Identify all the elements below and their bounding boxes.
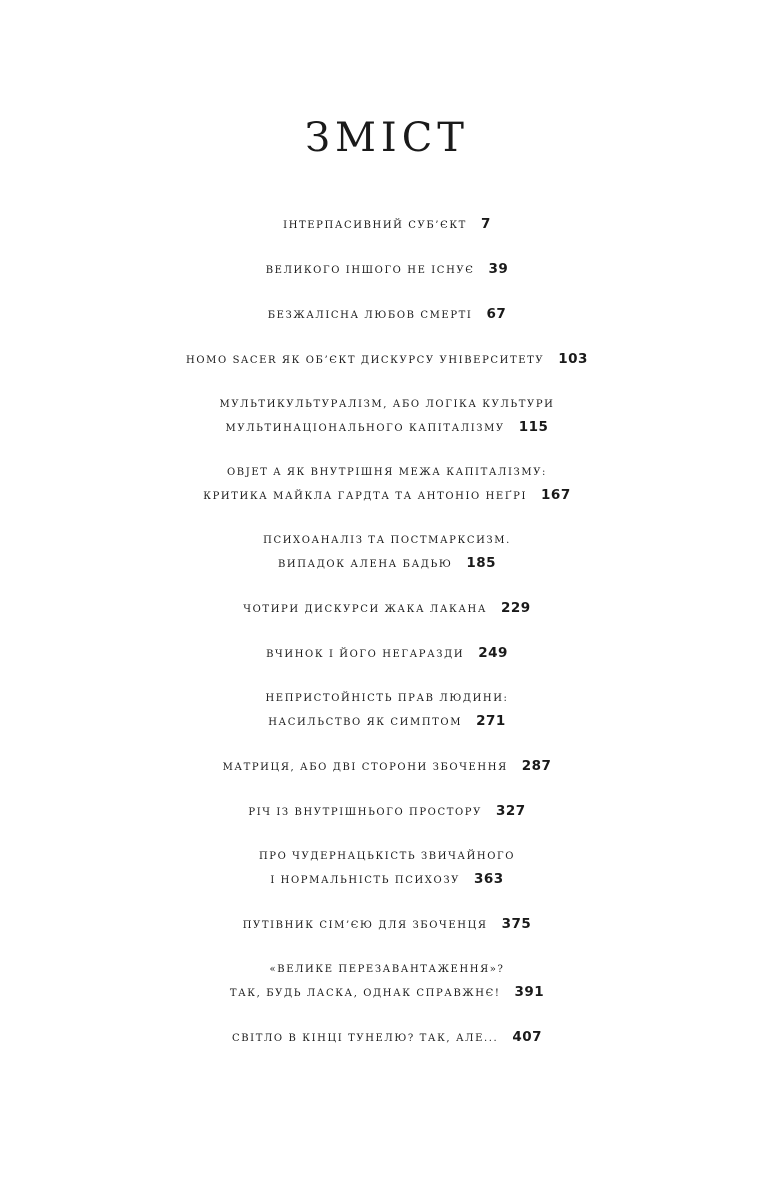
toc-entry [0, 755, 774, 779]
toc-entry-title-text: ВИПАДОК АЛЕНА БАДЬЮ [277, 559, 453, 570]
toc-entry-title-text: КРИТИКА МАЙКЛА ГАРДТА ТА АНТОНІО НЕҐРІ [203, 491, 528, 502]
toc-entry-title-line [0, 552, 774, 576]
toc-entry-title-line [0, 642, 774, 666]
toc-entry-title-line [0, 710, 774, 734]
toc-entry-title-line [0, 868, 774, 892]
toc-entry-title-text: МАТРИЦЯ, АБО ДВІ СТОРОНИ ЗБОЧЕННЯ [222, 762, 508, 773]
toc-page-number: 271 [476, 713, 506, 729]
toc-entry-title-text: НЕПРИСТОЙНІСТЬ ПРАВ ЛЮДИНИ: [265, 693, 509, 704]
toc-page-number: 407 [512, 1029, 543, 1045]
toc-entry-title-text: НАСИЛЬСТВО ЯК СИМПТОМ [268, 717, 463, 728]
toc-page-number: 67 [486, 306, 507, 322]
toc-entry-title-line [0, 800, 774, 824]
toc-entry [0, 213, 774, 237]
toc-page-number: 167 [541, 487, 571, 503]
toc-entry-title-text: «ВЕЛИКЕ ПЕРЕЗАВАНТАЖЕННЯ»? [269, 964, 505, 975]
page-title: ЗМІСТ [305, 115, 469, 161]
toc-entry-title-line [0, 213, 774, 237]
toc-page-number: 39 [488, 261, 509, 277]
toc-entry [0, 461, 774, 508]
toc-entry [0, 642, 774, 666]
toc-page-number: 7 [480, 216, 491, 232]
toc-entry-title-text: OBJET A ЯК ВНУТРІШНЯ МЕЖА КАПІТАЛІЗМУ: [226, 467, 548, 478]
toc-entry-title-text: ІНТЕРПАСИВНИЙ СУБ’ЄКТ [283, 220, 467, 231]
toc-entry-title-text: МУЛЬТИНАЦІОНАЛЬНОГО КАПІТАЛІЗМУ [225, 423, 505, 434]
toc-page-number: 103 [558, 351, 588, 367]
toc-entry-title-line [0, 484, 774, 508]
toc-entry-title-line [0, 845, 774, 868]
toc-entry-title-line [0, 981, 774, 1005]
toc-entry [0, 348, 774, 372]
toc-page-number: 391 [514, 984, 545, 1000]
toc-entry-title-text: ПРО ЧУДЕРНАЦЬКІСТЬ ЗВИЧАЙНОГО [258, 851, 516, 862]
toc-page-number: 363 [473, 871, 504, 887]
toc-entry [0, 800, 774, 824]
toc-entry-title-text: ПУТІВНИК СІМ’ЄЮ ДЛЯ ЗБОЧЕНЦЯ [242, 920, 488, 931]
toc-entry-title-text: ВЕЛИКОГО ІНШОГО НЕ ІСНУЄ [265, 265, 475, 276]
toc-page-number: 185 [466, 555, 497, 571]
toc-page-number: 115 [518, 419, 549, 435]
toc-entry-title-line [0, 913, 774, 937]
toc-entry [0, 303, 774, 327]
toc-entry-title-text: РІЧ ІЗ ВНУТРІШНЬОГО ПРОСТОРУ [248, 807, 482, 818]
toc-page-number: 375 [501, 916, 532, 932]
toc-page-number: 249 [478, 645, 508, 661]
toc-entry-title-line [0, 1026, 774, 1050]
toc-page-number: 287 [521, 758, 552, 774]
toc-entry [0, 845, 774, 892]
toc-entry-title-text: І НОРМАЛЬНІСТЬ ПСИХОЗУ [270, 875, 460, 886]
toc-entry-title-line [0, 687, 774, 710]
toc-entry [0, 258, 774, 282]
table-of-contents [0, 213, 774, 1071]
toc-entry [0, 687, 774, 734]
toc-entry [0, 529, 774, 576]
toc-entry-title-line [0, 461, 774, 484]
toc-entry-title-line [0, 258, 774, 282]
toc-entry [0, 913, 774, 937]
toc-entry-title-line [0, 597, 774, 621]
toc-entry-title-line [0, 303, 774, 327]
toc-entry-title-text: HOMO SACER ЯК ОБ’ЄКТ ДИСКУРСУ УНІВЕРСИТЕТУ [186, 355, 545, 366]
toc-entry-title-text: БЕЗЖАЛІСНА ЛЮБОВ СМЕРТІ [267, 310, 473, 321]
toc-entry-title-text: МУЛЬТИКУЛЬТУРАЛІЗМ, АБО ЛОГІКА КУЛЬТУРИ [219, 399, 555, 410]
toc-page-number: 229 [501, 600, 531, 616]
toc-entry-title-line [0, 393, 774, 416]
toc-entry-title-line [0, 348, 774, 372]
toc-entry-title-text: ПСИХОАНАЛІЗ ТА ПОСТМАРКСИЗМ. [263, 535, 511, 546]
toc-entry-title-text: СВІТЛО В КІНЦІ ТУНЕЛЮ? ТАК, АЛЕ... [231, 1033, 499, 1044]
toc-entry-title-text: ТАК, БУДЬ ЛАСКА, ОДНАК СПРАВЖНЄ! [229, 988, 501, 999]
toc-entry [0, 958, 774, 1005]
toc-entry-title-text: ВЧИНОК І ЙОГО НЕГАРАЗДИ [266, 649, 465, 660]
toc-page-number: 327 [495, 803, 526, 819]
toc-entry-title-line [0, 958, 774, 981]
toc-entry-title-line [0, 416, 774, 440]
toc-entry-title-text: ЧОТИРИ ДИСКУРСИ ЖАКА ЛАКАНА [243, 604, 488, 615]
toc-entry-title-line [0, 529, 774, 552]
toc-entry [0, 1026, 774, 1050]
toc-entry [0, 393, 774, 440]
toc-entry [0, 597, 774, 621]
toc-entry-title-line [0, 755, 774, 779]
